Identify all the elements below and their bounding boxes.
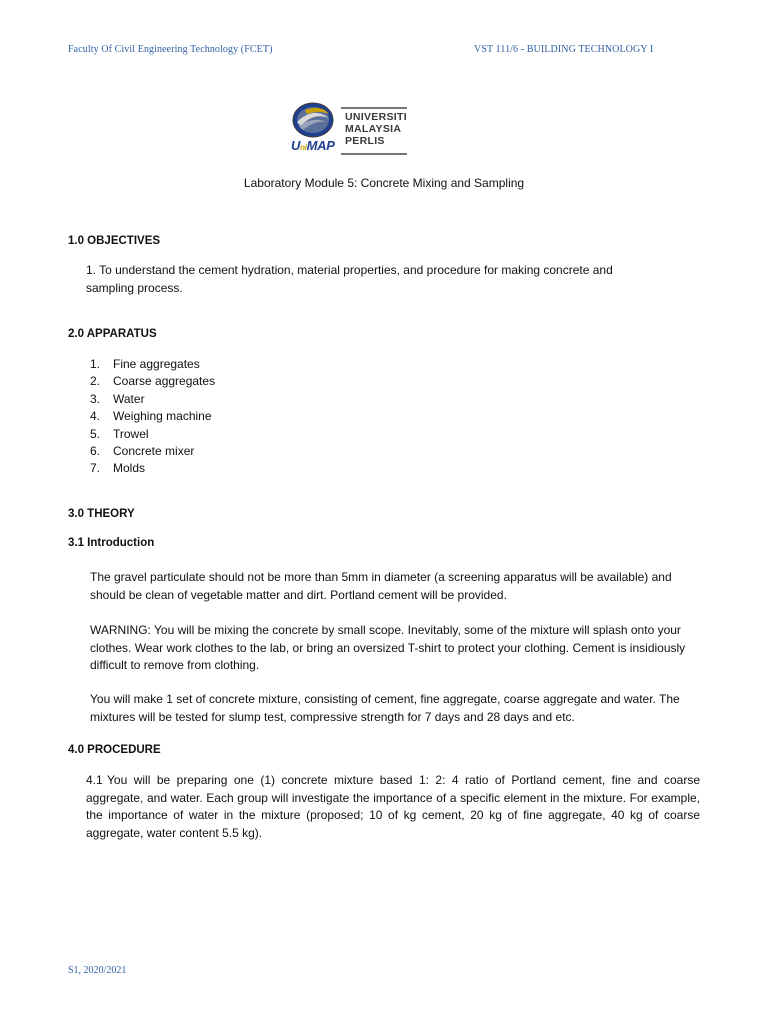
apparatus-item-number: 5. bbox=[90, 426, 101, 441]
theory-paragraph-1: The gravel particulate should not be more than 5mm in diameter (a screening apparatus will be available) and should be clean of vegetable matter and dirt. Portland cement will be provided. bbox=[90, 570, 672, 602]
warning-paragraph: WARNING: You will be mixing the concrete by small scope. Inevitably, some of the mixture will splash onto your clothes. Wear work clothes to the lab, or bring an oversized T-shirt to protect your clothing. Cement is insidiously difficult to remove from clothing. bbox=[90, 623, 686, 672]
apparatus-item-label: Fine aggregates bbox=[113, 357, 200, 371]
apparatus-list bbox=[86, 356, 215, 478]
apparatus-item-label: Concrete mixer bbox=[113, 443, 195, 458]
procedure-step-number: 4.1 bbox=[86, 773, 103, 787]
apparatus-item bbox=[86, 460, 215, 477]
objectives-heading: 1.0 OBJECTIVES bbox=[68, 235, 161, 247]
apparatus-item-number: 1. bbox=[90, 357, 101, 371]
apparatus-item-label: Trowel bbox=[113, 426, 149, 441]
apparatus-item-number: 3. bbox=[90, 391, 101, 406]
header-course: VST 111/6 - BUILDING TECHNOLOGY I bbox=[474, 44, 654, 55]
apparatus-item-label: Weighing machine bbox=[113, 409, 212, 424]
apparatus-item bbox=[86, 373, 215, 390]
logo-university-name: UNIVERSITI MALAYSIA PERLIS bbox=[345, 111, 407, 147]
introduction-subheading: 3.1 Introduction bbox=[68, 537, 155, 549]
logo-top-rule bbox=[341, 107, 407, 109]
apparatus-item-number: 6. bbox=[90, 443, 101, 458]
apparatus-item-label: Coarse aggregates bbox=[113, 374, 216, 389]
apparatus-item bbox=[86, 426, 215, 443]
module-title: Laboratory Module 5: Concrete Mixing and Sampling bbox=[243, 176, 525, 190]
apparatus-item bbox=[86, 443, 215, 460]
theory-heading: 3.0 THEORY bbox=[68, 508, 135, 520]
apparatus-item bbox=[86, 391, 215, 408]
university-logo bbox=[289, 98, 415, 158]
objectives-line-2: sampling process. bbox=[86, 280, 183, 295]
header-faculty: Faculty Of Civil Engineering Technology (FCET) bbox=[68, 44, 273, 55]
objectives-line-1: 1. To understand the cement hydration, material properties, and procedure for making concrete and bbox=[86, 263, 613, 277]
apparatus-heading: 2.0 APPARATUS bbox=[68, 328, 157, 340]
theory-paragraph-3: You will make 1 set of concrete mixture, consisting of cement, fine aggregate, coarse aggregate and water. The mixtures will be tested for slump test, compressive strength for 7 days and 28 days and etc. bbox=[90, 692, 680, 724]
apparatus-item-label: Water bbox=[113, 391, 145, 406]
apparatus-item bbox=[86, 408, 215, 425]
apparatus-item-number: 4. bbox=[90, 409, 101, 424]
footer-semester: S1, 2020/2021 bbox=[68, 965, 127, 976]
procedure-step-text: You will be preparing one (1) concrete mixture based 1: 2: 4 ratio of Portland cement, fine and coarse aggregate, and water. Each group will investigate the importance of a specific element in the mixture. For example, the importance of water in the mixture (proposed; 10 of kg cement, 20 kg of fine aggregate, 40 kg of coarse aggregate, water content 5.5 kg). bbox=[86, 773, 700, 840]
apparatus-item-number: 7. bbox=[90, 461, 101, 476]
apparatus-item bbox=[86, 356, 215, 373]
logo-emblem-icon bbox=[291, 100, 335, 140]
apparatus-item-number: 2. bbox=[90, 374, 101, 389]
apparatus-item-label: Molds bbox=[113, 461, 146, 476]
procedure-heading: 4.0 PROCEDURE bbox=[68, 744, 161, 756]
logo-bottom-rule bbox=[341, 153, 407, 155]
logo-unimap-wordmark: UniMAP bbox=[291, 138, 335, 153]
